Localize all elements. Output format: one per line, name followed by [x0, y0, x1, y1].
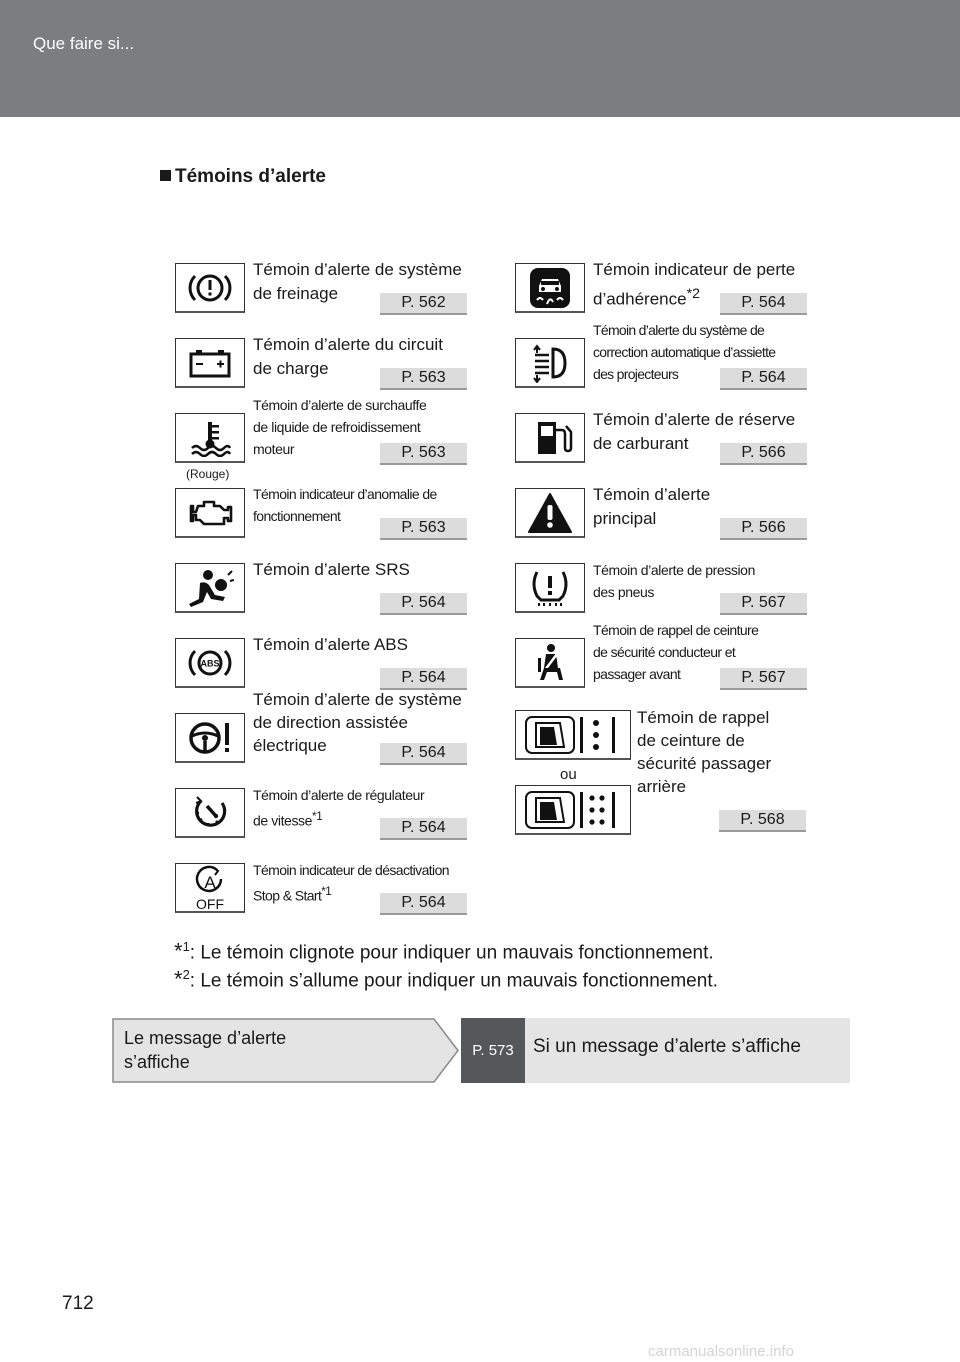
abs-icon — [175, 638, 245, 688]
warning-entry-srs — [175, 558, 467, 612]
footnote-mark: * — [174, 966, 183, 992]
page-number: 712 — [62, 1293, 94, 1314]
warning-entry-coolant — [175, 397, 467, 462]
label-line: Témoin indicateur de perte — [593, 260, 796, 279]
footnote-text: : Le témoin clignote pour indiquer un mauvais fonctionnement. — [189, 942, 714, 964]
power-steering-icon — [175, 713, 245, 763]
label-line: correction automatique d’assiette — [593, 344, 776, 360]
icon-text-off: OFF — [196, 895, 224, 911]
ou-label: ou — [560, 766, 577, 783]
label-line: des projecteurs — [593, 366, 679, 382]
page-reference[interactable]: P. 564 — [380, 593, 467, 615]
page-reference[interactable]: P. 562 — [380, 293, 467, 315]
page-reference[interactable]: P. 567 — [720, 668, 807, 690]
label-line: Témoin d’alerte SRS — [253, 560, 410, 579]
rear-seatbelt-icon — [515, 710, 631, 760]
slip-indicator-icon — [515, 263, 585, 313]
label-line: Témoin d’alerte ABS — [253, 635, 408, 654]
label-line: Témoin indicateur de désactivation — [253, 862, 449, 878]
svg-text:ABS: ABS — [200, 658, 220, 668]
label-line: électrique — [253, 736, 327, 755]
label-line: Témoin d’alerte de système — [253, 260, 462, 279]
warning-entry-steering — [175, 690, 467, 762]
label-line: de carburant — [593, 434, 689, 453]
warning-entry-slip — [515, 258, 807, 312]
label-line: Stop & Start — [253, 887, 322, 904]
bullet-square-icon — [160, 170, 171, 181]
label-line: de direction assistée — [253, 713, 408, 732]
footnote-number: 2 — [182, 967, 190, 982]
footnote-ref: *1 — [312, 810, 323, 823]
page-reference[interactable]: P. 563 — [380, 518, 467, 540]
label-line: Témoin d’alerte du système de — [593, 322, 765, 338]
seatbelt-icon — [515, 638, 585, 688]
page-reference[interactable]: P. 568 — [719, 810, 806, 832]
warning-entry-cruise — [175, 783, 467, 837]
check-engine-icon — [175, 488, 245, 538]
label-line: passager avant — [593, 666, 681, 682]
page-reference[interactable]: P. 564 — [720, 368, 807, 390]
warning-entry-stop-start — [175, 858, 467, 912]
battery-icon — [175, 338, 245, 388]
rear-seatbelt-label — [637, 706, 807, 798]
footnote-number: 1 — [182, 939, 190, 954]
label-line: Témoin d’alerte — [593, 485, 711, 504]
footnote-mark: * — [174, 938, 183, 964]
nav-condition-text: s’affiche — [124, 1052, 190, 1072]
warning-entry-malfunction — [175, 483, 467, 537]
nav-target-text: Si un message d’alerte s’affiche — [533, 1036, 801, 1057]
label-line: Témoin d’alerte de pression — [593, 562, 755, 578]
label-line: Témoin d’alerte du circuit — [253, 335, 443, 354]
label-line: de ceinture de — [637, 731, 745, 750]
footnote-ref: *1 — [321, 885, 332, 898]
footnote-1 — [174, 935, 714, 965]
warning-entry-fuel — [515, 408, 807, 462]
label-line: Témoin d’alerte de réserve — [593, 410, 796, 429]
nav-page-reference[interactable]: P. 573 — [461, 1018, 525, 1083]
brake-warning-icon — [175, 263, 245, 313]
footnote-2 — [174, 963, 718, 993]
page-reference[interactable]: P. 564 — [380, 743, 467, 765]
page-reference[interactable]: P. 564 — [720, 293, 807, 315]
label-line: Témoin d’alerte de surchauffe — [253, 397, 427, 413]
label-line: sécurité passager — [637, 754, 772, 773]
page-reference[interactable]: P. 564 — [380, 818, 467, 840]
label-line: d’adhérence — [593, 289, 687, 309]
cross-reference-box — [112, 1018, 850, 1083]
warning-entry-brake — [175, 258, 467, 312]
footnote-ref: *2 — [686, 286, 700, 302]
label-line: fonctionnement — [253, 508, 341, 524]
label-line: Témoin d’alerte de régulateur — [253, 787, 425, 803]
label-line: Témoin de rappel — [637, 708, 770, 727]
tire-pressure-icon — [515, 563, 585, 613]
warning-entry-seatbelt — [515, 622, 807, 687]
page-reference[interactable]: P. 566 — [720, 518, 807, 540]
header-title: Que faire si... — [33, 34, 135, 53]
label-line: de liquide de refroidissement — [253, 419, 421, 435]
label-line: Témoin de rappel de ceinture — [593, 622, 759, 638]
label-line: moteur — [253, 441, 295, 457]
watermark: carmanualsonline.info — [648, 1343, 794, 1360]
airbag-icon — [175, 563, 245, 613]
label-line: de freinage — [253, 284, 339, 303]
coolant-temperature-icon — [175, 413, 245, 463]
warning-entry-tire — [515, 558, 807, 612]
master-warning-icon — [515, 488, 585, 538]
page-reference[interactable]: P. 567 — [720, 593, 807, 615]
page-reference[interactable]: P. 566 — [720, 443, 807, 465]
icon-letter-a: A — [204, 872, 216, 892]
label-line: de vitesse — [253, 812, 313, 829]
warning-entry-headlight — [515, 322, 807, 387]
page-reference[interactable]: P. 563 — [380, 443, 467, 465]
warning-entry-abs — [175, 633, 467, 687]
label-line: Témoin indicateur d’anomalie de — [253, 486, 437, 502]
page-header — [0, 0, 960, 117]
label-line: de sécurité conducteur et — [593, 644, 736, 660]
page-reference[interactable]: P. 564 — [380, 668, 467, 690]
nav-condition-text: Le message d’alerte — [124, 1028, 287, 1048]
rear-seatbelt-alt-icon — [515, 785, 631, 835]
nav-target[interactable] — [525, 1018, 850, 1083]
section-title — [160, 166, 326, 188]
warning-entry-charge — [175, 333, 467, 387]
label-line: Témoin d’alerte de système — [253, 690, 462, 709]
headlight-leveling-icon — [515, 338, 585, 388]
stop-start-off-icon — [175, 863, 245, 913]
page-reference[interactable]: P. 564 — [380, 893, 467, 915]
footnote-text: : Le témoin s’allume pour indiquer un mauvais fonctionnement. — [189, 970, 718, 992]
rouge-label: (Rouge) — [186, 467, 230, 481]
nav-condition — [112, 1018, 460, 1083]
label-line: arrière — [637, 777, 687, 796]
label-line: principal — [593, 509, 657, 528]
label-line: de charge — [253, 359, 329, 378]
page-reference[interactable]: P. 563 — [380, 368, 467, 390]
fuel-icon — [515, 413, 585, 463]
warning-entry-master — [515, 483, 807, 537]
section-title-text: Témoins d’alerte — [175, 166, 326, 187]
cruise-control-icon — [175, 788, 245, 838]
label-line: des pneus — [593, 584, 655, 600]
